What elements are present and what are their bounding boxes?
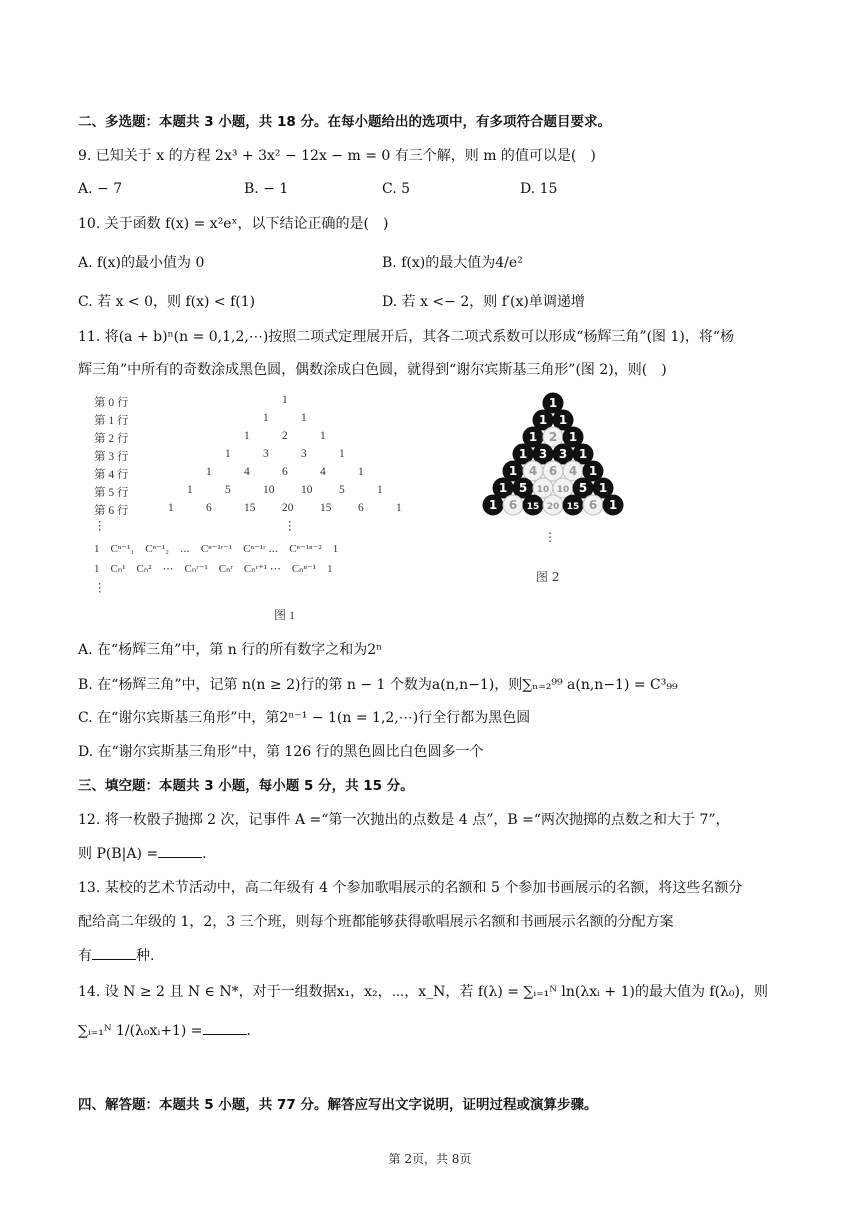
fig1-caption: 图 1 [274, 608, 296, 622]
pascal-row-label: ⋮ [94, 582, 106, 594]
pascal-number: 3 [263, 448, 269, 460]
q10-option-b: B. f(x)的最大值为4/e² [382, 255, 523, 271]
sierpinski-number: 3 [538, 447, 548, 461]
pascal-row-n-minus-1: 1 Cⁿ⁻¹₁ Cⁿ⁻¹₂ ⋯ Cⁿ⁻¹ʳ⁻¹ Cⁿ⁻¹ʳ ⋯ Cⁿ⁻¹ⁿ⁻² 1 [94, 543, 339, 555]
sierpinski-number: 1 [488, 498, 498, 512]
pascal-number: 1 [282, 394, 288, 406]
pascal-number: 1 [187, 484, 193, 496]
q11-option-a: A. 在“杨辉三角”中，第 n 行的所有数字之和为2ⁿ [78, 642, 383, 658]
pascal-row-label: 第 5 行 [94, 487, 129, 499]
pascal-number: 4 [320, 466, 326, 478]
pascal-row-label: 第 3 行 [94, 451, 129, 463]
q9-option-c: C. 5 [382, 181, 411, 197]
q13-answer-blank [92, 945, 136, 960]
sierpinski-number: 1 [568, 430, 578, 444]
pascal-number: 1 [168, 502, 174, 514]
sierpinski-number: 1 [528, 430, 538, 444]
pascal-row-label: 第 2 行 [94, 433, 129, 445]
q14-answer-blank [203, 1020, 247, 1035]
q9-option-a: A. − 7 [78, 181, 123, 197]
pascal-row-label: 第 1 行 [94, 415, 129, 427]
pascal-number: 6 [206, 502, 212, 514]
q10-option-a: A. f(x)的最小值为 0 [78, 255, 205, 271]
sierpinski-triangle-figure [478, 392, 628, 592]
sierpinski-number: 1 [498, 481, 508, 495]
sierpinski-number: 2 [548, 430, 558, 444]
section-4-heading: 四、解答题：本题共 5 小题，共 77 分。解答应写出文字说明，证明过程或演算步骤。 [78, 1097, 598, 1113]
sierpinski-number: 1 [548, 396, 558, 410]
sierpinski-number: 1 [588, 464, 598, 478]
pascal-row-label: ⋮ [94, 520, 106, 532]
q14-line1: 14. 设 N ≥ 2 且 N ∈ N*，对于一组数据x₁，x₂，⋯，x_N，若 f(λ) = ∑ᵢ₌₁ᴺ ln(λxᵢ + 1)的最大值为 f(λ₀)，则 [78, 984, 768, 1000]
q14-line2-text: ∑ᵢ₌₁ᴺ 1/(λ₀xᵢ+1) = [78, 1023, 203, 1039]
pascal-number: 1 [301, 412, 307, 424]
pascal-number: 1 [263, 412, 269, 424]
sierpinski-number: 1 [598, 481, 608, 495]
sierpinski-number: 1 [508, 464, 518, 478]
section-2-heading: 二、多选题：本题共 3 小题，共 18 分。在每小题给出的选项中，有多项符合题目要求。 [78, 114, 611, 130]
pascal-number: 15 [320, 502, 332, 514]
pascal-row-label: 第 4 行 [94, 469, 129, 481]
sierpinski-number: 3 [558, 447, 568, 461]
pascal-number: 6 [282, 466, 288, 478]
q10-option-d: D. 若 x <− 2，则 f′(x)单调递增 [382, 294, 585, 310]
sierpinski-svg [478, 392, 628, 592]
q13-line3a: 有 [78, 948, 92, 964]
pascal-number: 5 [339, 484, 345, 496]
sierpinski-number: 6 [588, 498, 598, 512]
q10-stem: 10. 关于函数 f(x) = x²eˣ，以下结论正确的是( ) [78, 216, 389, 232]
sierpinski-number: 6 [508, 498, 518, 512]
pascal-number: 20 [282, 502, 294, 514]
sierpinski-number: 4 [568, 464, 578, 478]
pascal-number: 2 [282, 430, 288, 442]
pascal-number: 10 [263, 484, 275, 496]
sierpinski-number: 15 [526, 502, 540, 512]
sierpinski-number: 1 [558, 413, 568, 427]
q11-option-b: B. 在“杨辉三角”中，记第 n(n ≥ 2)行的第 n − 1 个数为a(n,n−1)，则∑ₙ₌₂⁹⁹ a(n,n−1) = C³₉₉ [78, 677, 678, 693]
pascal-number: 5 [225, 484, 231, 496]
q11-option-c: C. 在“谢尔宾斯基三角形”中，第2ⁿ⁻¹ − 1(n = 1,2,⋯)行全行都为黑色圆 [78, 710, 531, 726]
fig2-ellipsis: ⋮ [544, 530, 556, 544]
q13-line3b: 种. [136, 948, 155, 964]
sierpinski-number: 1 [518, 447, 528, 461]
pascal-number: 6 [358, 502, 364, 514]
sierpinski-number: 10 [556, 485, 570, 495]
pascal-number: 1 [206, 466, 212, 478]
pascal-number: 4 [244, 466, 250, 478]
sierpinski-number: 5 [578, 481, 588, 495]
pascal-number: 1 [339, 448, 345, 460]
pascal-row-n: 1 Cₙ¹ Cₙ² ⋯ Cₙʳ⁻¹ Cₙʳ Cₙʳ⁺¹ ⋯ Cₙⁿ⁻¹ 1 [94, 563, 333, 575]
q12-answer-blank [158, 843, 202, 858]
q13-line2: 配给高二年级的 1，2，3 三个班，则每个班都能够获得歌唱展示名额和书画展示名额的分配方案 [78, 914, 674, 930]
pascal-number: 1 [244, 430, 250, 442]
pascal-number: 3 [301, 448, 307, 460]
sierpinski-number: 5 [518, 481, 528, 495]
pascal-ellipsis: ⋮ [284, 520, 296, 532]
pascal-number: 1 [225, 448, 231, 460]
page-footer: 第 2页，共 8页 [388, 1152, 472, 1166]
sierpinski-number: 15 [566, 502, 580, 512]
pascal-number: 1 [396, 502, 402, 514]
q11-option-d: D. 在“谢尔宾斯基三角形”中，第 126 行的黑色圆比白色圆多一个 [78, 744, 484, 760]
sierpinski-number: 1 [538, 413, 548, 427]
sierpinski-number: 4 [528, 464, 538, 478]
q9-stem: 9. 已知关于 x 的方程 2x³ + 3x² − 12x − m = 0 有三个解，则 m 的值可以是( ) [78, 148, 596, 164]
q13-line1: 13. 某校的艺术节活动中，高二年级有 4 个参加歌唱展示的名额和 5 个参加书画展示的名额，将这些名额分 [78, 880, 743, 896]
q9-option-d: D. 15 [520, 181, 558, 197]
sierpinski-number: 10 [536, 485, 550, 495]
pascal-number: 1 [377, 484, 383, 496]
q12-line1: 12. 将一枚骰子抛掷 2 次，记事件 A =“第一次抛出的点数是 4 点”，B =“两次抛掷的点数之和大于 7”， [78, 812, 730, 828]
sierpinski-number: 1 [578, 447, 588, 461]
q13-line3 [78, 945, 154, 966]
pascal-row-label: 第 0 行 [94, 397, 129, 409]
q12-line2: 则 P(B|A) = . [78, 843, 207, 864]
pascal-number: 1 [358, 466, 364, 478]
pascal-row-label: 第 6 行 [94, 505, 129, 517]
q14-line2: ∑ᵢ₌₁ᴺ 1/(λ₀xᵢ+1) = . [78, 1020, 251, 1041]
fig2-caption: 图 2 [536, 570, 560, 584]
q10-option-c: C. 若 x < 0，则 f(x) < f(1) [78, 294, 256, 310]
pascal-number: 10 [301, 484, 313, 496]
pascal-number: 1 [320, 430, 326, 442]
pascal-number: 15 [244, 502, 256, 514]
sierpinski-number: 1 [608, 498, 618, 512]
q9-option-b: B. − 1 [244, 181, 289, 197]
pascal-triangle-figure [94, 394, 474, 634]
sierpinski-number: 6 [548, 464, 558, 478]
section-3-heading: 三、填空题：本题共 3 小题，每小题 5 分，共 15 分。 [78, 778, 414, 794]
q11-stem-line2: 辉三角”中所有的奇数涂成黑色圆，偶数涂成白色圆，就得到“谢尔宾斯基三角形”(图 2)，则( ) [78, 362, 667, 378]
q12-line2-text: 则 P(B|A) = [78, 846, 159, 862]
q11-stem-line1: 11. 将(a + b)ⁿ(n = 0,1,2,⋯)按照二项式定理展开后，其各二项式系数可以形成“杨辉三角”(图 1)，将“杨 [78, 329, 735, 345]
sierpinski-number: 20 [546, 502, 560, 512]
